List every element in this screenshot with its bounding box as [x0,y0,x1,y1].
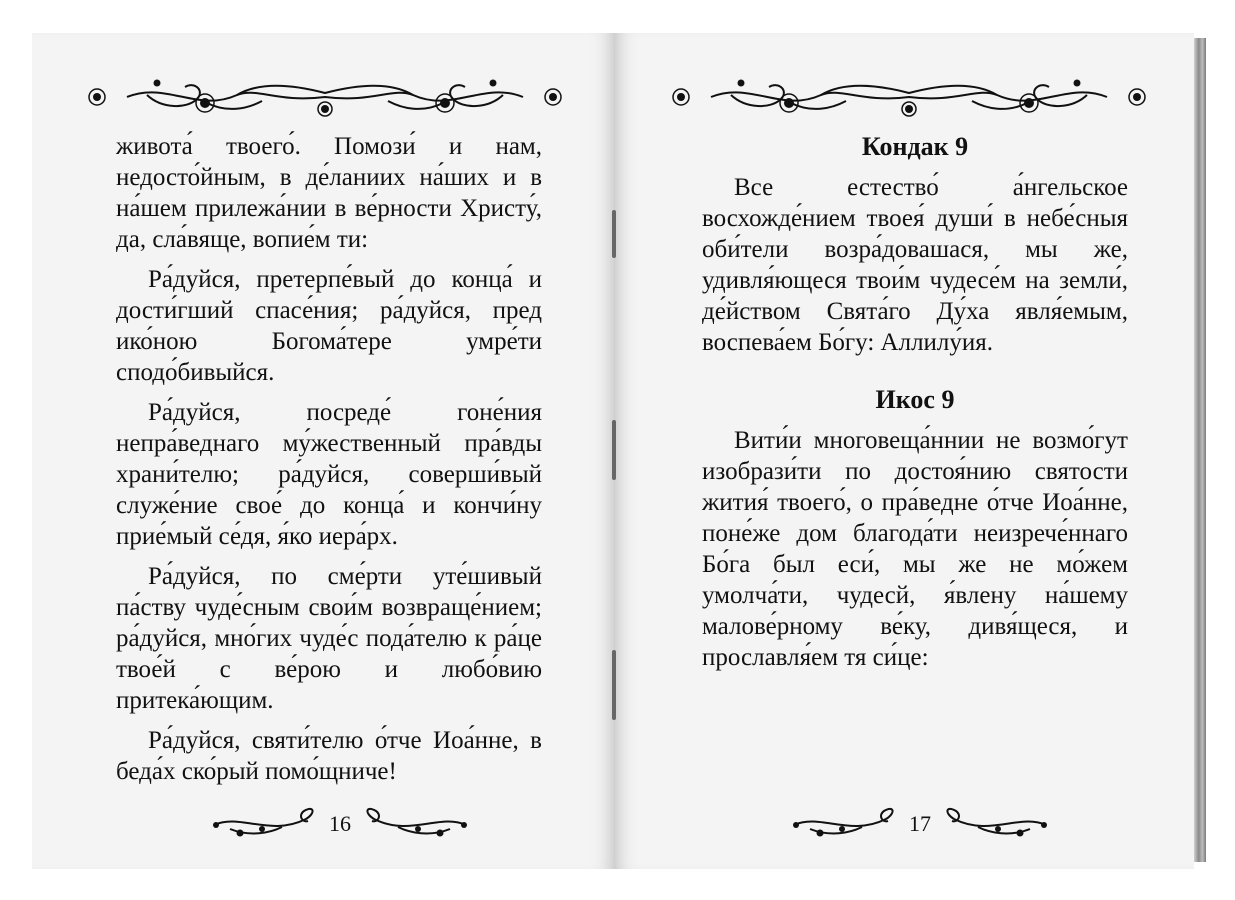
right-page [614,33,1194,869]
paragraph: Ра́дуйся, претерпе́вый до конца́ и дости́гший спасе́ния; ра́дуйся, пред ико́ною Богома́тере умре́ти сподо́бивыйся. [116,266,542,386]
binding-staple [612,210,616,258]
left-page-text [116,131,542,796]
left-page-footer [210,803,470,843]
right-page-text [702,131,1128,682]
binding-staple [612,650,616,720]
paragraph: Ра́дуйся, святи́телю о́тче Иоа́нне, в беда́х ско́рый помо́щниче! [116,727,542,785]
left-page [32,33,614,869]
page-edges [1194,38,1206,862]
footer-ornament-icon [940,807,1050,839]
right-page-footer [790,803,1050,843]
binding-staple [612,420,616,480]
paragraph: Вити́и многовеща́ннии не возмо́гут изобрази́ти по достоя́нию святости жития́ твоего́, о пра́ведне о́тче Иоа́нне, поне́же дом благода́ти неизрече́ннаго Бо́га был еси́, мы же не мо́жем умолча́ти, чудесй, я́влену на́шему малове́рному ве́ку, дивя́щеся, и прославля́ем тя си́це: [702,427,1128,671]
paragraph: Ра́дуйся, посреде́ гоне́ния непра́веднаго му́жественный пра́вды храни́телю; ра́дуйся, соверши́вый служе́ние свое́ до конца́ и кончи́ну прие́мый се́дя, я́ко иера́рх. [116,399,542,550]
paragraph: Ра́дуйся, по сме́рти уте́шивый па́ству чуде́сным свои́м возвраще́нием; ра́дуйся, мно́гих чуде́с пода́телю к ра́це твое́й с ве́рою и любо́вию притека́ющим. [116,563,542,714]
section-heading: Кондак 9 [861,132,969,161]
footer-ornament-icon [360,807,470,839]
page-number: 16 [329,811,351,836]
page-number: 17 [909,811,931,836]
header-ornament-icon [671,73,1147,117]
paragraph: Все естество́ а́нгельское восхожде́нием твоея́ души́ в небе́сныя оби́тели возра́довашася, мы же, удивля́ющеся твои́м чудесе́м на земли́, де́йством Свята́го Ду́ха явля́емым, воспева́ем Бо́гу: Аллилу́ия. [702,174,1128,356]
header-ornament-icon [87,73,563,117]
paragraph: живота́ твоего́. Помози́ и нам, недосто́йным, в де́ланиих на́ших и в на́шем прилежа́нии в ве́рности Христу́, да, сла́вяще, вопие́м ти: [116,133,542,253]
section-heading: Икос 9 [875,385,955,414]
